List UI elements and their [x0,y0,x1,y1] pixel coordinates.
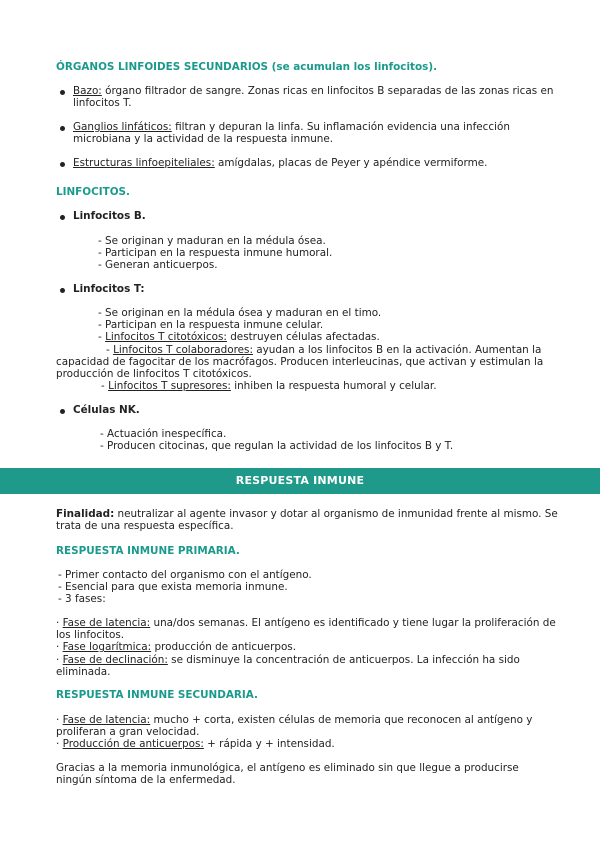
section-heading-organos: ÓRGANOS LINFOIDES SECUNDARIOS (se acumulan los linfocitos). [56,61,438,73]
list-item: - Actuación inespecífica. [100,428,227,440]
term-bazo: Bazo: [73,85,102,97]
term-produccion-anticuerpos: Producción de anticuerpos: [62,738,204,751]
text-bazo: órgano filtrador de sangre. Zonas ricas en linfocitos B separadas de las zonas ricas en [101,85,554,97]
term-citotoxicos: Linfocitos T citotóxicos: [105,331,227,344]
subheading-celulas-nk: Células NK. [73,404,140,416]
dot: · [56,617,63,629]
list-item: - Producen citocinas, que regulan la actividad de los linfocitos B y T. [100,440,454,453]
list-item-estructuras [73,157,545,169]
list-item: - 3 fases: [58,593,106,606]
dot: · [56,653,63,666]
bullet-dot [60,215,65,220]
list-item-citotoxicos [98,331,381,343]
text-fase-declinacion: se disminuye la concentración de anticuerpos. La infección ha sido [167,653,520,666]
dash: - [98,331,106,344]
bullet-dot [60,409,65,414]
term-sec-fase-latencia: Fase de latencia: [62,714,151,726]
paragraph-memoria [56,762,545,786]
list-item: - Participan en la respuesta inmune humoral. [98,247,333,260]
bullet-dot [60,288,65,293]
text-colaboradores: ayudan a los linfocitos B en la activación. Aumentan la [252,344,542,356]
text-fase-declinacion-line2: eliminada. [56,665,111,678]
list-item-bazo [73,85,554,110]
text-supresores: inhiben la respuesta humoral y celular. [230,380,437,392]
text-sec-fase-latencia: mucho + corta, existen células de memoria que reconocen al antígeno y [150,714,533,726]
section-banner-respuesta-inmune: RESPUESTA INMUNE [0,468,600,494]
list-item: - Participan en la respuesta inmune celular. [98,319,324,332]
fases-primaria [56,617,556,678]
list-item: - Generan anticuerpos. [98,259,218,272]
text-bazo-line2: linfocitos T. [73,97,132,110]
term-fase-declinacion: Fase de declinación: [62,653,168,666]
bullet-dot [60,126,65,131]
dash: - [101,380,109,392]
bullet-dot [60,90,65,95]
text-citotoxicos: destruyen células afectadas. [226,331,380,344]
section-heading-secundaria: RESPUESTA INMUNE SECUNDARIA. [56,689,258,701]
term-estructuras: Estructuras linfoepiteliales: [73,157,215,169]
term-fase-logaritmica: Fase logarítmica: [62,641,152,654]
fases-secundaria [56,714,545,751]
text-fase-latencia: una/dos semanas. El antígeno es identificado y tiene lugar la proliferación de [150,617,556,629]
term-ganglios: Ganglios linfáticos: [73,121,172,133]
primaria-list [58,569,312,606]
text-memoria-line1: Gracias a la memoria inmunológica, el antígeno es eliminado sin que llegue a producirse [56,762,519,774]
list-item: - Se originan y maduran en la médula ósea. [98,235,326,247]
list-item-ganglios [73,121,545,145]
text-colaboradores-line3: producción de linfocitos T citotóxicos. [56,368,252,381]
text-colaboradores-line2: capacidad de fagocitar de los macrófagos. Producen interleucinas, que activan y estimulan la [56,356,544,369]
dash: - [106,344,114,356]
text-fase-logaritmica: producción de anticuerpos. [151,641,297,654]
text-ganglios-line2: microbiana y la actividad de la respuesta inmune. [73,133,334,146]
linfocitos-t-list [98,307,381,344]
text-finalidad-line2: trata de una respuesta específica. [56,520,234,533]
celulas-nk-list [100,428,453,452]
paragraph-finalidad [56,508,558,533]
dot: · [56,714,63,726]
text-finalidad: neutralizar al agente invasor y dotar al organismo de inmunidad frente al mismo. Se [114,508,558,520]
term-colaboradores: Linfocitos T colaboradores: [113,344,253,356]
list-item-colaboradores [56,344,545,381]
section-heading-primaria: RESPUESTA INMUNE PRIMARIA. [56,545,240,557]
text-ganglios: filtran y depuran la linfa. Su inflamación evidencia una infección [171,121,510,133]
list-item: - Esencial para que exista memoria inmune. [58,581,288,594]
list-item: - Primer contacto del organismo con el antígeno. [58,569,312,581]
text-memoria-line2: ningún síntoma de la enfermedad. [56,774,236,787]
term-finalidad: Finalidad: [56,508,115,520]
dot: · [56,738,63,751]
text-estructuras: amígdalas, placas de Peyer y apéndice vermiforme. [214,157,488,169]
list-item-supresores [101,380,437,392]
dot: · [56,641,63,654]
term-supresores: Linfocitos T supresores: [108,380,231,392]
list-item: - Se originan en la médula ósea y maduran en el timo. [98,307,382,319]
text-fase-latencia-line2: los linfocitos. [56,629,125,642]
term-fase-latencia: Fase de latencia: [62,617,151,629]
text-sec-fase-latencia-line2: proliferan a gran velocidad. [56,726,200,739]
subheading-linfocitos-b: Linfocitos B. [73,210,146,222]
linfocitos-b-list [98,235,332,272]
bullet-dot [60,162,65,167]
subheading-linfocitos-t: Linfocitos T: [73,283,145,295]
section-heading-linfocitos: LINFOCITOS. [56,186,130,198]
text-produccion-anticuerpos: + rápida y + intensidad. [203,738,335,751]
